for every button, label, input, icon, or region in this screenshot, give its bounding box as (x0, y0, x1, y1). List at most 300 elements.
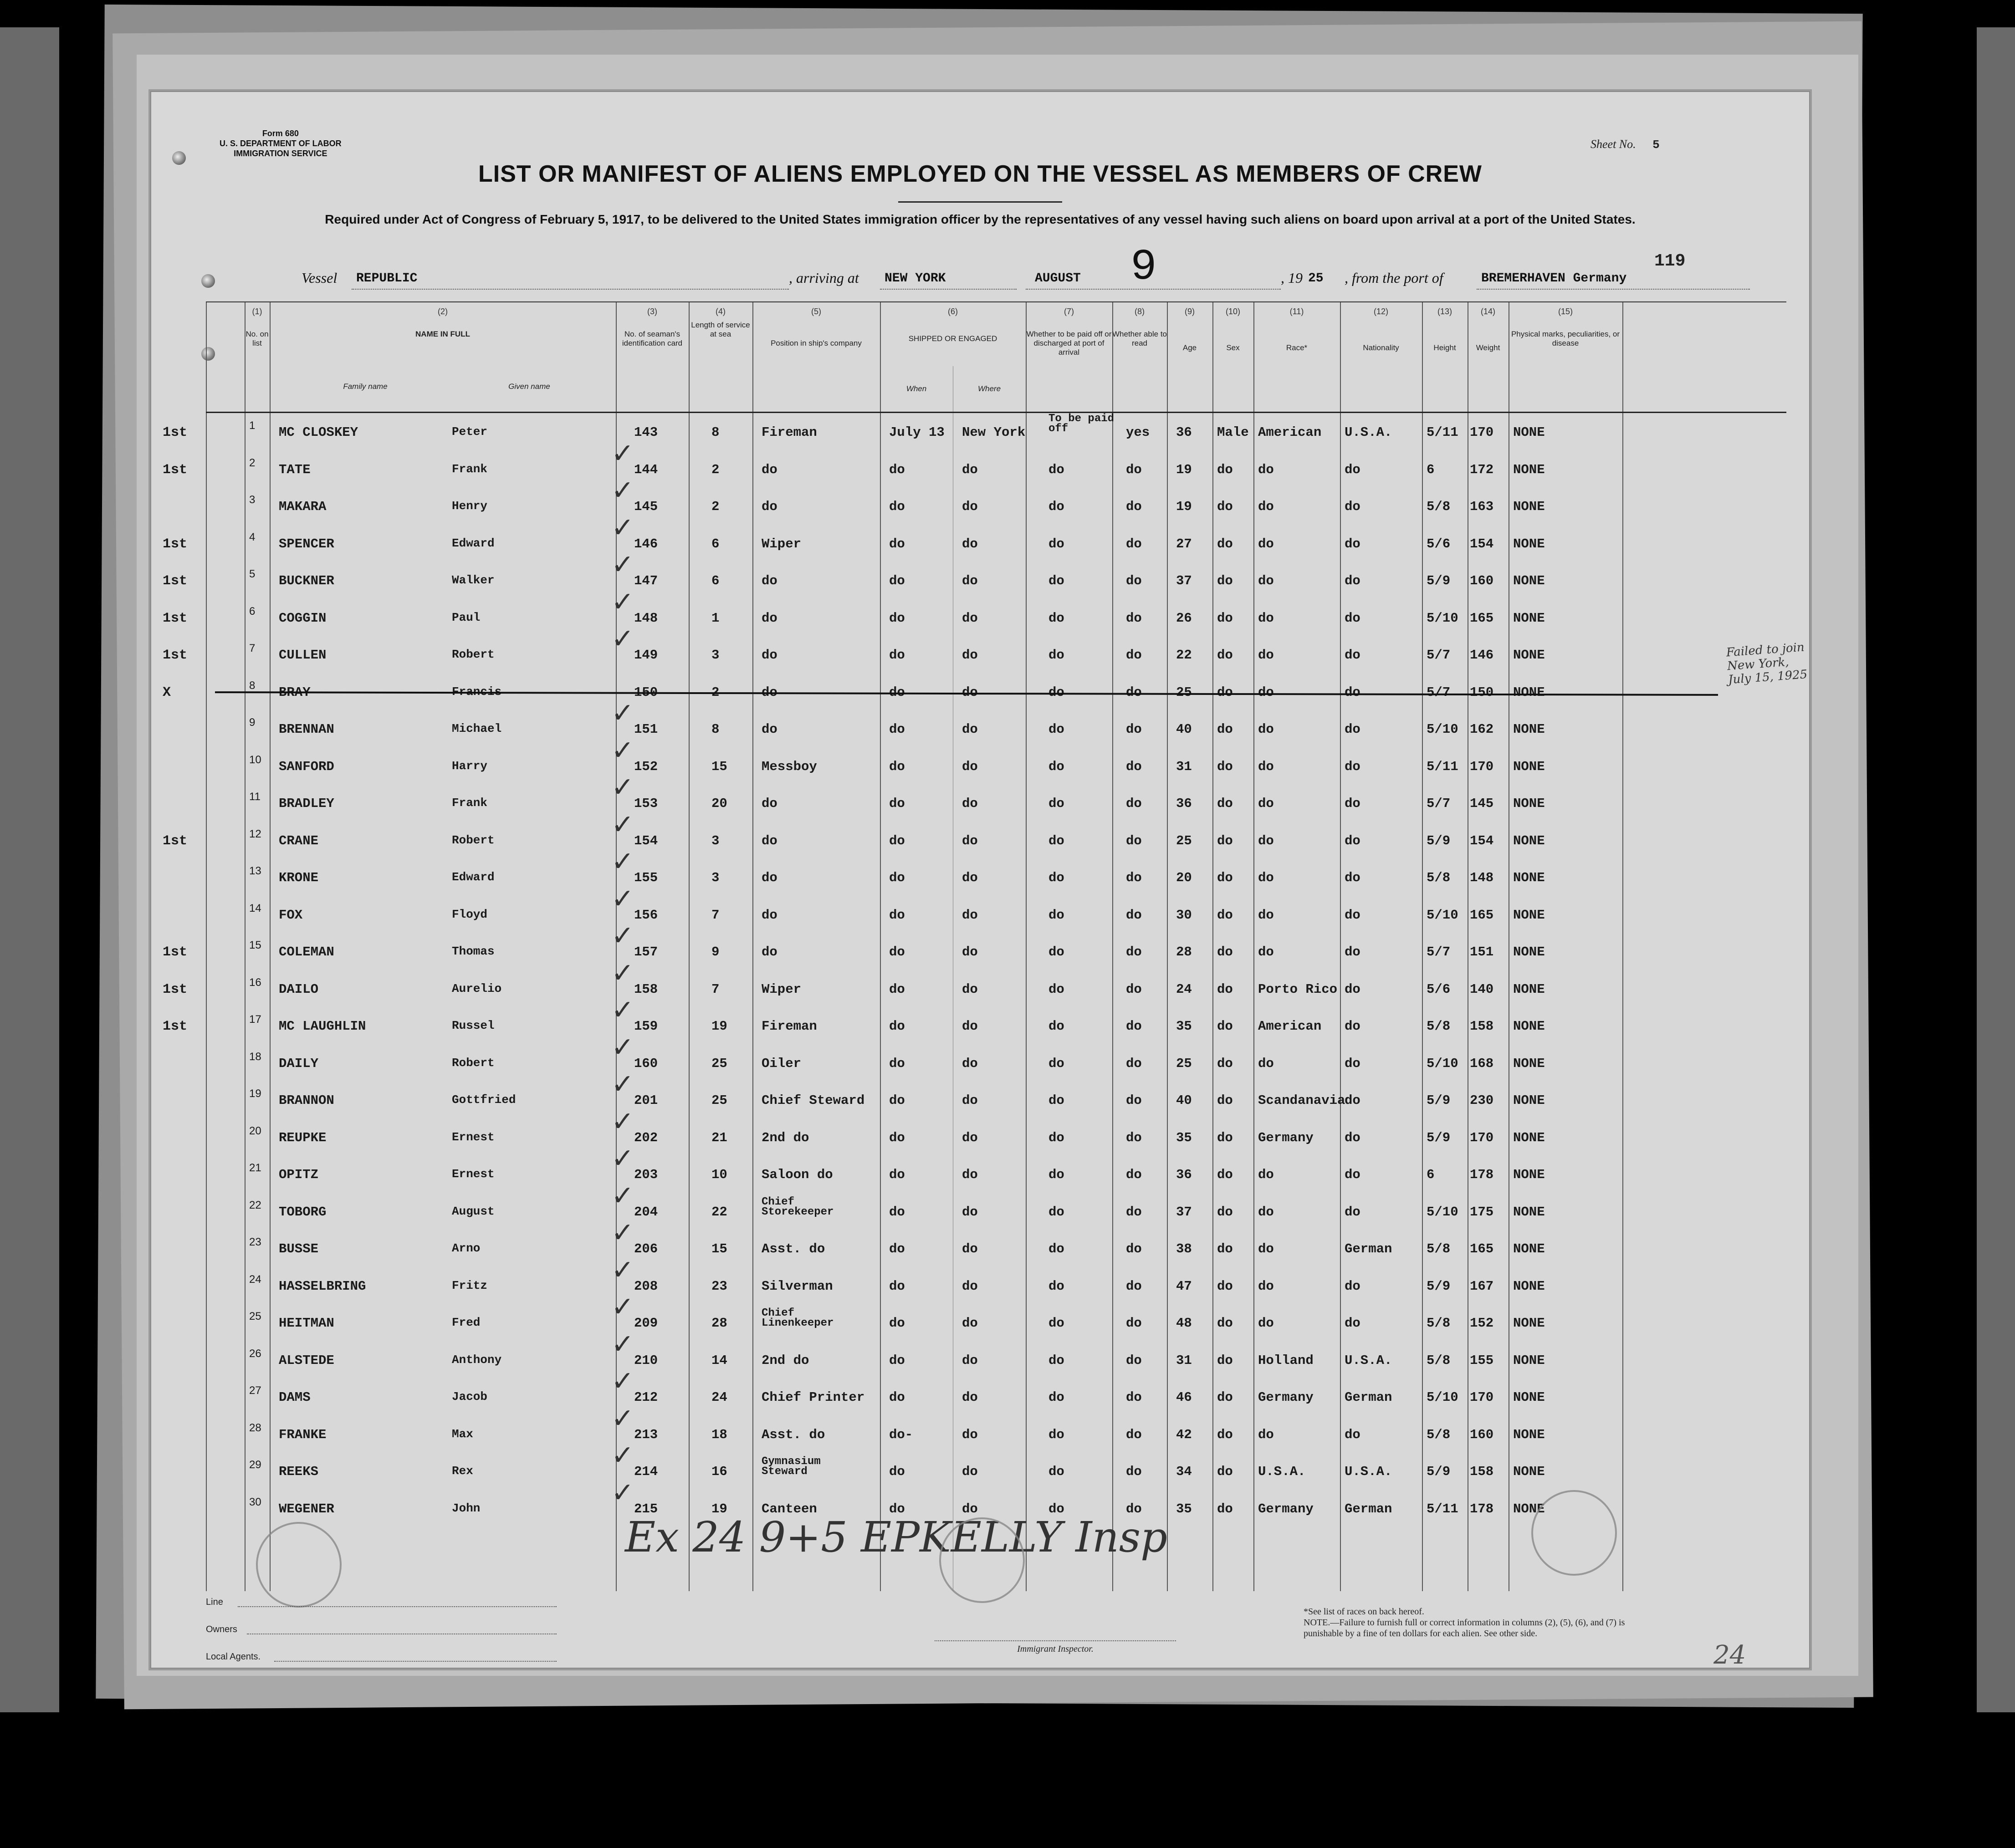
cell-race: do (1258, 1056, 1274, 1071)
cell-read: do (1126, 1390, 1142, 1405)
check-mark-icon: ✓ (611, 697, 634, 729)
table-row (206, 1179, 1786, 1230)
cell-card: 203 (634, 1167, 658, 1182)
cell-paid: do (1048, 1353, 1064, 1368)
cell-age: 36 (1176, 425, 1192, 440)
cell-where: do (962, 1316, 978, 1331)
cell-ht: 5/9 (1427, 833, 1451, 848)
col-id-card: No. of seaman's identification card (622, 330, 683, 347)
cell-read: do (1126, 1501, 1142, 1516)
cell-sex: do (1217, 462, 1233, 477)
cell-race: do (1258, 610, 1274, 626)
cell-nat: do (1345, 944, 1360, 960)
cell-race: do (1258, 1278, 1274, 1294)
cell-paid: do (1048, 1427, 1064, 1442)
cell-family: HASSELBRING (279, 1278, 366, 1294)
cell-where: do (962, 1464, 978, 1479)
cell-n: 25 (249, 1310, 261, 1322)
cell-paid: do (1048, 573, 1064, 588)
table-row (163, 511, 1786, 562)
cell-wt: 145 (1470, 796, 1494, 811)
cell-given: Frank (452, 462, 488, 476)
arriving-label: , arriving at (789, 270, 859, 286)
class-mark: 1st (163, 833, 188, 849)
cell-race: do (1258, 1167, 1274, 1182)
cell-where: do (962, 722, 978, 737)
cell-marks: NONE (1513, 1204, 1545, 1220)
cell-paid: do (1048, 1204, 1064, 1220)
cell-paid: do (1048, 870, 1064, 885)
cell-pos: Gymnasium Steward (762, 1455, 821, 1478)
cell-family: CRANE (279, 833, 319, 848)
cell-family: BRENNAN (279, 722, 334, 737)
cell-when: do (889, 1390, 905, 1405)
cell-family: SPENCER (279, 536, 334, 551)
cell-pos: Saloon do (762, 1167, 833, 1182)
cell-given: Rex (452, 1464, 473, 1478)
cell-race: do (1258, 759, 1274, 774)
cell-age: 34 (1176, 1464, 1192, 1479)
cell-len: 15 (711, 759, 727, 774)
cell-nat: do (1345, 981, 1360, 997)
cell-read: do (1126, 944, 1142, 960)
cell-race: do (1258, 1427, 1274, 1442)
cell-card: 209 (634, 1316, 658, 1331)
cell-marks: NONE (1513, 648, 1545, 663)
cell-nat: German (1345, 1390, 1392, 1405)
cell-paid: do (1048, 684, 1064, 700)
cell-where: New York (962, 425, 1026, 440)
cell-paid: do (1048, 833, 1064, 848)
cell-given: Thomas (452, 944, 495, 958)
cell-where: do (962, 610, 978, 626)
service: IMMIGRATION SERVICE (234, 149, 327, 158)
cell-read: do (1126, 1427, 1142, 1442)
cell-where: do (962, 1204, 978, 1220)
cell-family: BUCKNER (279, 573, 334, 588)
cell-race: do (1258, 573, 1274, 588)
cell-n: 30 (249, 1496, 261, 1508)
cell-ht: 5/11 (1427, 1501, 1458, 1516)
cell-ht: 5/6 (1427, 536, 1451, 551)
cell-card: 210 (634, 1353, 658, 1368)
cell-paid: do (1048, 907, 1064, 923)
cell-age: 35 (1176, 1130, 1192, 1145)
cell-read: do (1126, 1130, 1142, 1145)
col-when: When (906, 384, 927, 393)
cell-len: 10 (711, 1167, 727, 1182)
cell-paid: do (1048, 1501, 1064, 1516)
cell-given: Floyd (452, 907, 488, 921)
cell-nat: do (1345, 1316, 1360, 1331)
cell-given: Max (452, 1427, 473, 1441)
cell-age: 40 (1176, 1093, 1192, 1108)
cell-marks: NONE (1513, 1316, 1545, 1331)
cell-wt: 170 (1470, 425, 1494, 440)
cell-len: 24 (711, 1390, 727, 1405)
cell-ht: 5/9 (1427, 573, 1451, 588)
cell-marks: NONE (1513, 907, 1545, 923)
cell-when: do (889, 833, 905, 848)
cell-sex: do (1217, 684, 1233, 700)
cell-ht: 5/8 (1427, 1316, 1451, 1331)
cell-n: 7 (249, 642, 256, 654)
cell-nat: do (1345, 1130, 1360, 1145)
cell-len: 23 (711, 1278, 727, 1294)
subtitle: Required under Act of Congress of February 5, 1917, to be delivered to the United States immigration officer by the representatives of any vessel having such aliens on board upon arrival at a port of the United States. (325, 212, 1636, 226)
cell-ht: 6 (1427, 1167, 1435, 1182)
table-row (163, 957, 1786, 1008)
cell-wt: 158 (1470, 1019, 1494, 1034)
cell-wt: 162 (1470, 722, 1494, 737)
cell-sex: do (1217, 1130, 1233, 1145)
cell-pos: Fireman (762, 425, 817, 440)
cell-race: do (1258, 1204, 1274, 1220)
table-row (206, 1402, 1786, 1453)
class-mark: 1st (163, 536, 188, 552)
table-header: (1) (2) (3) (4) (5) (6) (7) (8) (9) (10) (11) (12) (13) (14) (15) No. on list NAME IN FULL Family name Given name No. of seaman's identification card Length of service at sea Position in ship's company SHIPPED OR ENGAGED When Where Whether to be paid off or discharged at port of arrival Whether able to read Age Sex Race* Nationality Height Weight Physical marks, peculiarities, or disease (206, 302, 1786, 413)
cell-age: 25 (1176, 833, 1192, 848)
cell-where: do (962, 536, 978, 551)
cell-marks: NONE (1513, 870, 1545, 885)
cell-sex: do (1217, 722, 1233, 737)
arrival-port: NEW YORK (885, 271, 946, 286)
cell-n: 4 (249, 531, 256, 543)
cell-where: do (962, 1278, 978, 1294)
cell-marks: NONE (1513, 1427, 1545, 1442)
cell-race: Scandanavia (1258, 1093, 1345, 1108)
check-mark-icon: ✓ (611, 623, 634, 655)
cell-when: do (889, 1353, 905, 1368)
cell-nat: do (1345, 1093, 1360, 1108)
cell-n: 18 (249, 1050, 261, 1063)
table-row (206, 734, 1786, 785)
cell-when: do- (889, 1427, 913, 1442)
cell-pos: do (762, 499, 777, 514)
cell-race: Germany (1258, 1130, 1314, 1145)
cell-read: do (1126, 722, 1142, 737)
cell-len: 3 (711, 870, 720, 885)
cell-len: 18 (711, 1427, 727, 1442)
cell-when: do (889, 536, 905, 551)
cell-read: do (1126, 684, 1142, 700)
cell-ht: 5/9 (1427, 1278, 1451, 1294)
cell-given: Fritz (452, 1278, 488, 1292)
table-row (206, 1105, 1786, 1156)
cell-ht: 5/11 (1427, 759, 1458, 774)
cell-family: MC CLOSKEY (279, 425, 358, 440)
col-paid: Whether to be paid off or discharged at port of arrival (1026, 330, 1112, 357)
cell-wt: 165 (1470, 610, 1494, 626)
cell-pos: do (762, 796, 777, 811)
cell-n: 22 (249, 1199, 261, 1211)
cell-where: do (962, 1353, 978, 1368)
year-prefix: , 19 (1281, 270, 1303, 286)
cell-when: do (889, 981, 905, 997)
cell-family: MAKARA (279, 499, 327, 514)
table-row (206, 1440, 1786, 1490)
cell-wt: 150 (1470, 684, 1494, 700)
cell-marks: NONE (1513, 1353, 1545, 1368)
cell-paid: do (1048, 759, 1064, 774)
cell-n: 5 (249, 568, 256, 580)
cell-wt: 160 (1470, 573, 1494, 588)
from-label: , from the port of (1345, 270, 1443, 286)
cell-n: 23 (249, 1236, 261, 1248)
cell-age: 22 (1176, 648, 1192, 663)
cell-given: Edward (452, 536, 495, 550)
vessel-name: REPUBLIC (356, 271, 418, 286)
cell-age: 40 (1176, 722, 1192, 737)
cell-when: do (889, 1204, 905, 1220)
cell-marks: NONE (1513, 610, 1545, 626)
col-race: Race* (1286, 343, 1308, 352)
cell-n: 14 (249, 902, 261, 914)
cell-card: 147 (634, 573, 658, 588)
cell-paid: do (1048, 1167, 1064, 1182)
cell-ht: 5/9 (1427, 1130, 1451, 1145)
cell-age: 48 (1176, 1316, 1192, 1331)
cell-age: 26 (1176, 610, 1192, 626)
cell-wt: 165 (1470, 1241, 1494, 1256)
cell-sex: do (1217, 870, 1233, 885)
form-number: Form 680 (262, 129, 299, 138)
cell-race: do (1258, 907, 1274, 923)
cell-when: do (889, 1093, 905, 1108)
cell-race: U.S.A. (1258, 1464, 1306, 1479)
cell-paid: do (1048, 648, 1064, 663)
cell-marks: NONE (1513, 462, 1545, 477)
cell-family: BUSSE (279, 1241, 319, 1256)
cell-sex: do (1217, 1427, 1233, 1442)
cell-read: do (1126, 870, 1142, 885)
cell-read: do (1126, 1278, 1142, 1294)
cell-read: do (1126, 1316, 1142, 1331)
check-mark-icon: ✓ (611, 1365, 634, 1397)
table-row (163, 437, 1786, 488)
cell-when: do (889, 684, 905, 700)
consulate-stamp (256, 1522, 342, 1608)
cell-pos: do (762, 870, 777, 885)
cell-age: 47 (1176, 1278, 1192, 1294)
cell-pos: Chief Storekeeper (762, 1195, 834, 1218)
cell-len: 16 (711, 1464, 727, 1479)
check-mark-icon: ✓ (611, 957, 634, 989)
cell-marks: NONE (1513, 1464, 1545, 1479)
cell-ht: 5/8 (1427, 870, 1451, 885)
cell-where: do (962, 1167, 978, 1182)
table-row (163, 674, 1786, 711)
cell-read: do (1126, 1019, 1142, 1034)
check-mark-icon: ✓ (611, 586, 634, 618)
cell-n: 26 (249, 1347, 261, 1360)
cell-given: Robert (452, 833, 495, 847)
cell-ht: 5/10 (1427, 1056, 1458, 1071)
cell-nat: German (1345, 1241, 1392, 1256)
cell-when: July 13 (889, 425, 945, 440)
cell-n: 11 (249, 791, 261, 803)
cell-pos: Silverman (762, 1278, 833, 1294)
cell-n: 28 (249, 1421, 261, 1434)
cell-marks: NONE (1513, 759, 1545, 774)
cell-sex: do (1217, 796, 1233, 811)
cell-card: 201 (634, 1093, 658, 1108)
cell-age: 36 (1176, 1167, 1192, 1182)
cell-pos: do (762, 462, 777, 477)
cell-read: do (1126, 610, 1142, 626)
cell-nat: U.S.A. (1345, 425, 1392, 440)
table-row (206, 475, 1786, 525)
cell-nat: do (1345, 648, 1360, 663)
cell-marks: NONE (1513, 1019, 1545, 1034)
cell-card: 208 (634, 1278, 658, 1294)
cell-when: do (889, 1167, 905, 1182)
col-read: Whether able to read (1112, 330, 1167, 347)
cell-given: Michael (452, 722, 502, 735)
manifest-sheet (150, 91, 1810, 1669)
cell-pos: do (762, 722, 777, 737)
cell-marks: NONE (1513, 981, 1545, 997)
cell-given: Aurelio (452, 981, 502, 995)
cell-wt: 172 (1470, 462, 1494, 477)
sheet-number (1591, 138, 1660, 152)
cell-age: 31 (1176, 1353, 1192, 1368)
cell-pos: Asst. do (762, 1427, 825, 1442)
cell-where: do (962, 907, 978, 923)
cell-where: do (962, 1093, 978, 1108)
cell-paid: do (1048, 1019, 1064, 1034)
cell-read: do (1126, 1464, 1142, 1479)
table-row (163, 623, 1786, 674)
cell-age: 35 (1176, 1019, 1192, 1034)
cell-age: 31 (1176, 759, 1192, 774)
cell-wt: 167 (1470, 1278, 1494, 1294)
cell-len: 28 (711, 1316, 727, 1331)
cell-nat: do (1345, 536, 1360, 551)
cell-sex: do (1217, 1019, 1233, 1034)
class-mark: 1st (163, 573, 188, 589)
cell-given: August (452, 1204, 495, 1218)
check-mark-icon: ✓ (611, 994, 634, 1026)
cell-n: 21 (249, 1162, 261, 1174)
cell-card: 204 (634, 1204, 658, 1220)
cell-pos: Oiler (762, 1056, 802, 1071)
cell-card: 159 (634, 1019, 658, 1034)
cell-wt: 178 (1470, 1501, 1494, 1516)
cell-race: American (1258, 425, 1322, 440)
cell-paid: do (1048, 1093, 1064, 1108)
cell-marks: NONE (1513, 684, 1545, 700)
cell-ht: 5/10 (1427, 907, 1458, 923)
check-mark-icon: ✓ (611, 1328, 634, 1360)
cell-len: 20 (711, 796, 727, 811)
cell-ht: 5/8 (1427, 499, 1451, 514)
cell-marks: NONE (1513, 573, 1545, 588)
cell-age: 28 (1176, 944, 1192, 960)
check-mark-icon: ✓ (611, 1143, 634, 1174)
cell-pos: 2nd do (762, 1353, 809, 1368)
cell-n: 24 (249, 1273, 261, 1286)
manifest-table (163, 301, 1786, 1591)
cell-family: COLEMAN (279, 944, 334, 960)
cell-sex: do (1217, 573, 1233, 588)
cell-sex: do (1217, 1241, 1233, 1256)
punch-hole (201, 274, 215, 288)
cell-when: do (889, 648, 905, 663)
cell-ht: 5/6 (1427, 981, 1451, 997)
arrival-year: 25 (1308, 271, 1324, 286)
cell-given: Peter (452, 425, 488, 439)
cell-read: do (1126, 1241, 1142, 1256)
cell-age: 38 (1176, 1241, 1192, 1256)
cell-card: 156 (634, 907, 658, 923)
cell-family: KRONE (279, 870, 319, 885)
arrival-month: AUGUST (1035, 271, 1081, 286)
cell-n: 8 (249, 679, 256, 692)
footnote: *See list of races on back hereof. NOTE.—Failure to furnish full or correct information in columns (2), (5), (6), and (7) is punishable by a fine of ten dollars for each alien. See other side. (1304, 1607, 1625, 1639)
cell-pos: Wiper (762, 981, 802, 997)
cell-nat: U.S.A. (1345, 1464, 1392, 1479)
table-row (163, 920, 1786, 970)
cell-card: 151 (634, 722, 658, 737)
check-mark-icon: ✓ (611, 1105, 634, 1138)
col-shipped: SHIPPED OR ENGAGED (908, 334, 997, 343)
class-mark: 1st (163, 944, 188, 960)
cell-age: 25 (1176, 1056, 1192, 1071)
cell-nat: do (1345, 833, 1360, 848)
cell-n: 27 (249, 1384, 261, 1397)
cell-race: do (1258, 833, 1274, 848)
col-name: NAME IN FULL (415, 330, 470, 338)
cell-race: Holland (1258, 1353, 1314, 1368)
cell-given: Frank (452, 796, 488, 810)
cell-len: 3 (711, 648, 720, 663)
cell-when: do (889, 944, 905, 960)
cell-age: 19 (1176, 499, 1192, 514)
table-row (206, 1143, 1786, 1193)
cell-when: do (889, 722, 905, 737)
footer-owners-label: Owners (206, 1624, 237, 1634)
cell-card: 143 (634, 425, 658, 440)
cell-pos: do (762, 573, 777, 588)
cell-len: 8 (711, 722, 720, 737)
cell-n: 20 (249, 1124, 261, 1137)
cell-age: 46 (1176, 1390, 1192, 1405)
cell-race: do (1258, 722, 1274, 737)
cell-card: 148 (634, 610, 658, 626)
cell-family: BRANNON (279, 1093, 334, 1108)
class-mark: 1st (163, 425, 188, 440)
cell-where: do (962, 981, 978, 997)
inspector-handwriting: Ex 24 9+5 EPKELLY Insp (625, 1513, 1167, 1562)
check-mark-icon: ✓ (611, 1068, 634, 1100)
col-position: Position in ship's company (771, 339, 862, 347)
cell-read: do (1126, 833, 1142, 848)
cell-read: do (1126, 1093, 1142, 1108)
col-age: Age (1182, 343, 1197, 352)
cell-paid: do (1048, 1130, 1064, 1145)
cell-marks: NONE (1513, 499, 1545, 514)
cell-marks: NONE (1513, 1241, 1545, 1256)
cell-wt: 151 (1470, 944, 1494, 960)
check-mark-icon: ✓ (611, 920, 634, 952)
cell-card: 212 (634, 1390, 658, 1405)
cell-race: Porto Rico (1258, 981, 1338, 997)
col-height: Height (1433, 343, 1456, 352)
cell-read: do (1126, 1353, 1142, 1368)
cell-race: do (1258, 944, 1274, 960)
cell-family: MC LAUGHLIN (279, 1019, 366, 1034)
